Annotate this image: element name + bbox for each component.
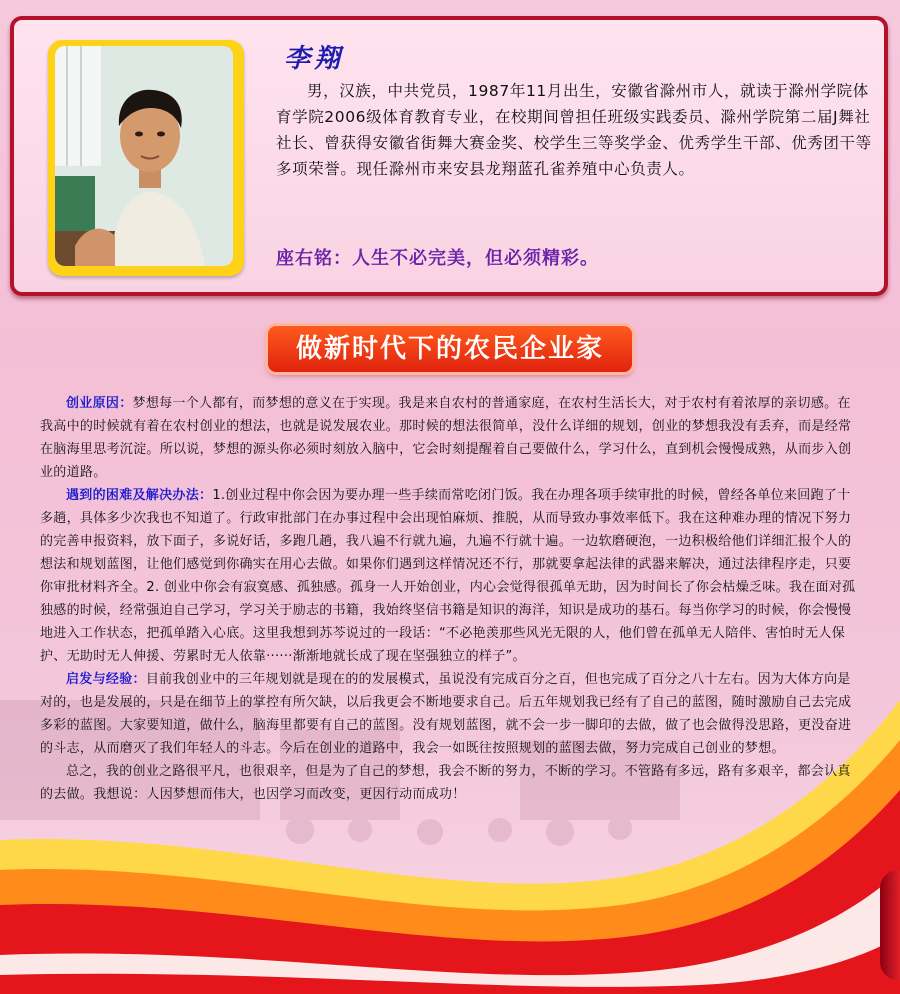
paragraph-text: 梦想每一个人都有，而梦想的意义在于实现。我是来自农村的普通家庭，在农村生活长大，对于农村有着浓厚的亲切感。在我高中的时候就有着在农村创业的想法，也就是说发展农业。那时候的想法很简单，没什么详细的规划，创业的梦想我没有丢弃，而是经常在脑海里思考沉淀。所以说，梦想的源头你必须时刻放入脑中，它会时刻提醒着自己要做什么，学习什么，直到机会慢慢成熟，从而步入创业的道路。 [40, 396, 852, 480]
person-photo-illustration [55, 46, 233, 266]
article-body [40, 392, 860, 806]
paragraph-entrepreneurship-reason [40, 392, 860, 484]
paragraph-label: 遇到的困难及解决办法： [66, 488, 213, 503]
paragraph-label: 启发与经验： [66, 672, 146, 687]
profile-card [10, 16, 888, 296]
profile-photo [55, 46, 233, 266]
profile-motto: 座右铭：人生不必完美，但必须精彩。 [276, 248, 599, 269]
paragraph-text: 目前我创业中的三年规划就是现在的的发展模式，虽说没有完成百分之百，但也完成了百分之八十左右。因为大体方向是对的，也是发展的，只是在细节上的掌控有所欠缺，以后我更会不断地要求自己。后五年规划我已经有了自己的蓝图，随时激励自己去完成多彩的蓝图。大家要知道，做什么，脑海里都要有自己的蓝图。没有规划蓝图，就不会一步一脚印的去做，做了也会做得没思路，更没奋进的斗志，从而磨灭了我们年轻人的斗志。今后在创业的道路中，我会一如既往按照规划的蓝图去做，努力完成自己创业的梦想。 [40, 672, 852, 756]
paragraph-difficulties-solutions [40, 484, 860, 668]
profile-bio: 男，汉族，中共党员，1987年11月出生，安徽省滁州市人，就读于滁州学院体育学院2006级体育教育专业，在校期间曾担任班级实践委员、滁州学院第二届J舞社社长、曾获得安徽省街舞大赛金奖、校学生三等奖学金、优秀学生干部、优秀团干等多项荣誉。现任滁州市来安县龙翔蓝孔雀养殖中心负责人。 [276, 82, 872, 178]
paragraph-label: 创业原因： [66, 396, 133, 411]
photo-frame [48, 40, 244, 276]
section-title-banner: 做新时代下的农民企业家 [268, 326, 632, 372]
paragraph-text: 1.创业过程中你会因为要办理一些手续而常吃闭门饭。我在办理各项手续审批的时候，曾经各单位来回跑了十多趟，具体多少次我也不知道了。行政审批部门在办事过程中会出现怕麻烦、推脱，从而导致办事效率低下。我在这种难办理的情况下努力的完善申报资料，放下面子，多说好话，多跑几趟，我八遍不行就九遍，九遍不行就十遍。一边软磨硬泡，一边积极给他们详细汇报个人的想法和规划蓝图，让他们感觉到你确实在用心去做。如果你们遇到这样情况还不行，那就要拿起法律的武器来解决，通过法律程序走，只要你审批材料齐全。2. 创业中你会有寂寞感、孤独感。孤身一人开始创业，内心会觉得很孤单无助，因为时间长了你会枯燥乏味。我在面对孤独感的时候，经常强迫自己学习，学习关于励志的书籍，我始终坚信书籍是知识的海洋，知识是成功的基石。每当你学习的时候，你会慢慢地进入工作状态，把孤单踏入心底。这里我想到苏芩说过的一段话：“不必艳羡那些风光无限的人，他们曾在孤单无人陪伴、害怕时无人保护、无助时无人伸援、劳累时无人依靠······渐渐地就长成了现在坚强独立的样子”。 [40, 488, 856, 664]
paragraph-insights-experience [40, 668, 860, 760]
paragraph-text: 总之，我的创业之路很平凡，也很艰辛，但是为了自己的梦想，我会不断的努力，不断的学习。不管路有多远，路有多艰辛，都会认真的去做。我想说：人因梦想而伟大，也因学习而改变，更因行动而成功！ [40, 764, 851, 802]
profile-name: 李翔 [284, 44, 345, 74]
paragraph-conclusion [40, 760, 860, 806]
red-lantern-decoration [880, 870, 900, 980]
